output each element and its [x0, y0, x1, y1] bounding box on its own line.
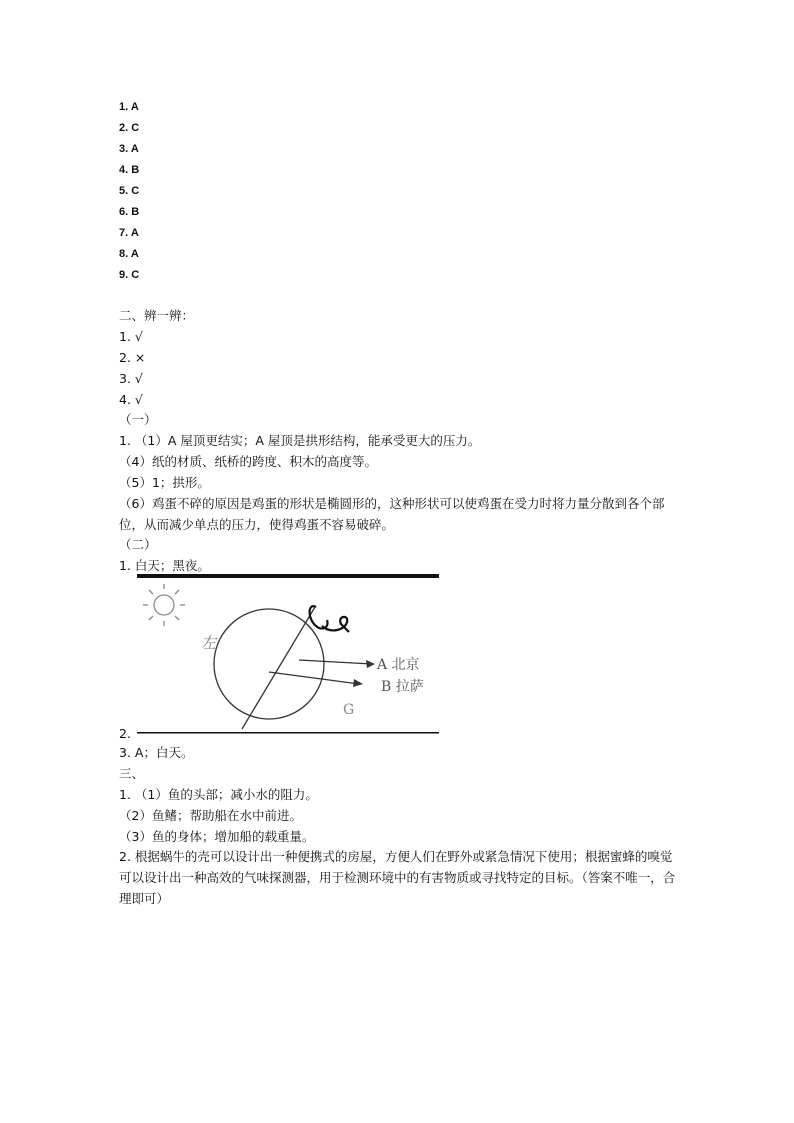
mc-answer-1: 1. A	[119, 101, 139, 113]
earth-diagram-row	[119, 574, 449, 742]
mc-answer-5: 5. C	[119, 185, 140, 197]
sun-icon	[143, 584, 185, 626]
figure-left-label: 左	[201, 634, 217, 652]
section3-q1b: （2）鱼鳍；帮助船在水中前进。	[119, 808, 302, 823]
part1-q4: （4）纸的材质、纸桥的跨度、积木的高度等。	[119, 454, 377, 469]
mc-answer-2: 2. C	[119, 122, 140, 134]
rotation-arrow-icon	[322, 617, 349, 632]
arrow-b-head	[353, 679, 363, 687]
section3-q1c: （3）鱼的身体；增加船的载重量。	[119, 829, 315, 844]
judge-answer-3: 3. √	[119, 371, 143, 386]
earth-axis	[242, 607, 315, 729]
figure-bottom-label: G	[343, 702, 355, 718]
mc-answer-9: 9. C	[119, 269, 140, 281]
earth-circle	[214, 609, 324, 719]
section2-heading: 二、辨一辨：	[119, 308, 195, 323]
section3-q2: 2. 根据蜗牛的壳可以设计出一种便携式的房屋，方便人们在野外或紧急情况下使用；根据蜜蜂的嗅觉可以设计出一种高效的气味探测器，用于检测环境中的有害物质或寻找特定的目标。（答案不唯一，合理即可）	[119, 849, 676, 906]
mc-answer-4: 4. B	[119, 164, 140, 176]
part1-q6: （6）鸡蛋不碎的原因是鸡蛋的形状是椭圆形的，这种形状可以使鸡蛋在受力时将力量分散到各个部位，从而减少单点的压力，使得鸡蛋不容易破碎。	[119, 496, 665, 532]
judge-answer-4: 4. √	[119, 392, 143, 407]
judge-answer-2: 2. ×	[119, 350, 146, 365]
mc-answer-6: 6. B	[119, 206, 140, 218]
part1-heading: （一）	[119, 412, 157, 427]
mc-answer-8: 8. A	[119, 248, 139, 260]
part2-heading: （二）	[119, 537, 157, 552]
figure-top-rule	[137, 574, 439, 578]
figure-label-a: A 北京	[377, 657, 420, 673]
figure-bottom-rule	[137, 732, 439, 734]
figure-label-b: B 拉萨	[381, 679, 424, 695]
part2-q3: 3. A；白天。	[119, 745, 194, 760]
rotation-mark-icon	[310, 606, 328, 628]
judge-answer-1: 1. √	[119, 329, 143, 344]
part2-q2-number: 2.	[119, 726, 131, 741]
part1-q5: （5）1；拱形。	[119, 475, 210, 490]
arrow-a-head	[366, 660, 375, 668]
section3-q1a: 1. （1）鱼的头部；减小水的阻力。	[119, 787, 318, 802]
part1-q1: 1. （1）A 屋顶更结实；A 屋顶是拱形结构，能承受更大的压力。	[119, 433, 481, 448]
mc-answer-3: 3. A	[119, 143, 139, 155]
arrow-b-line	[269, 672, 359, 684]
part2-q1: 1. 白天；黑夜。	[119, 558, 210, 573]
mc-answer-7: 7. A	[119, 227, 139, 239]
section3-heading: 三、	[119, 766, 145, 781]
earth-rotation-figure	[119, 574, 449, 742]
arrow-a-line	[299, 660, 372, 664]
